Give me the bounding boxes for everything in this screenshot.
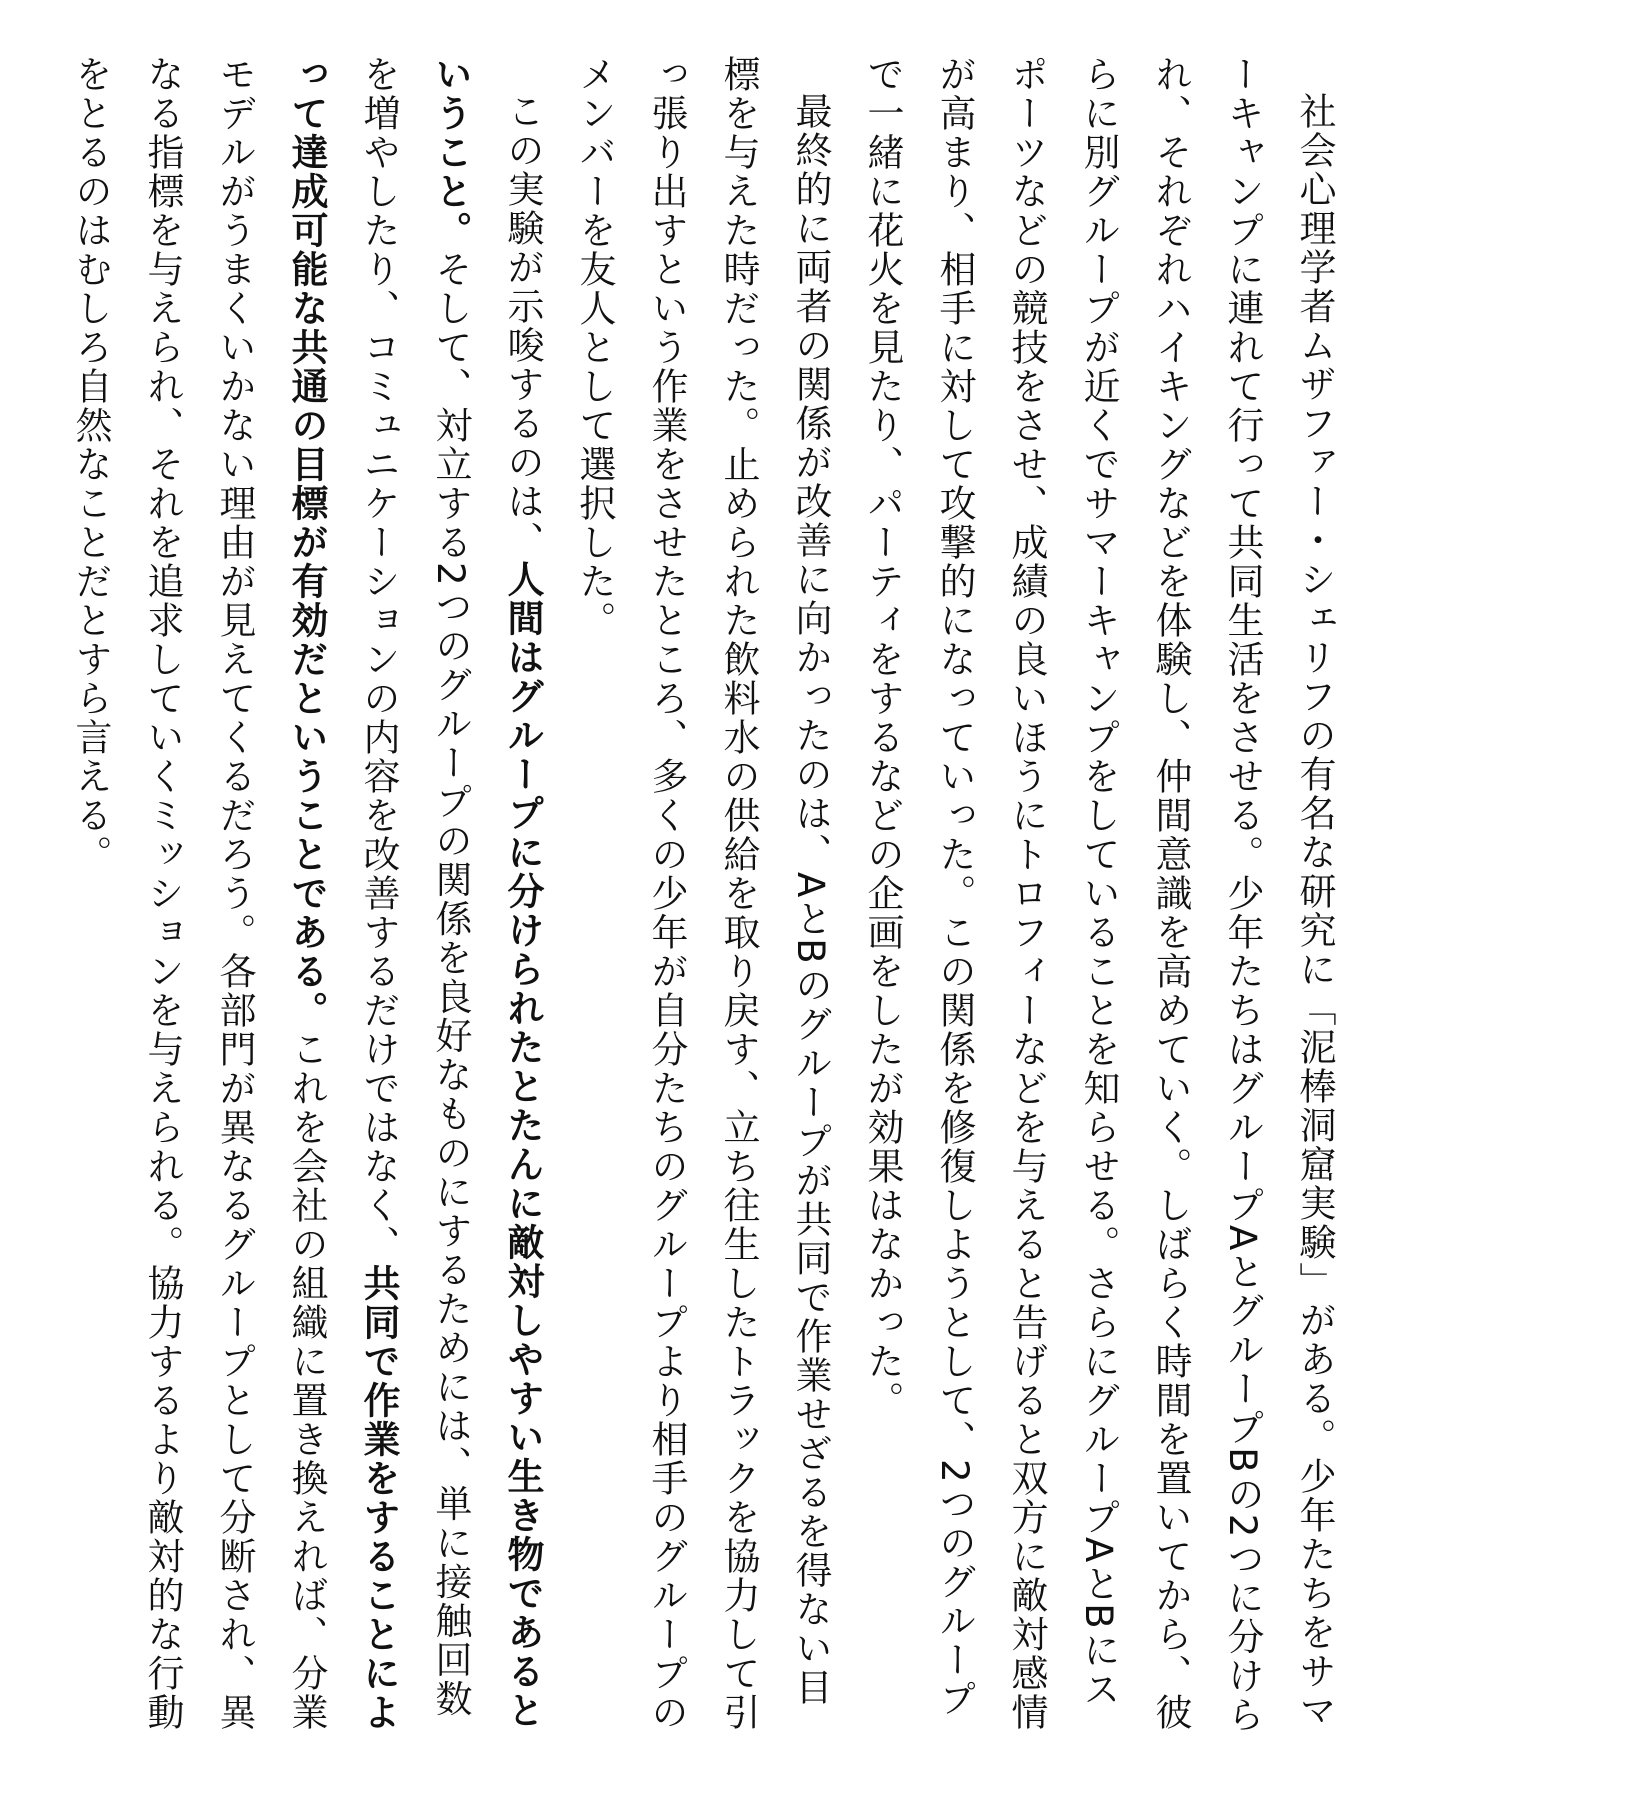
paragraph-1 xyxy=(846,55,1350,1735)
paragraph-3-emphasis-1: 人間はグループに分けられたとたんに敵対しやすい生き物であるということ。 xyxy=(429,55,544,1730)
paragraph-3-emphasis-2: 共同で作業をすることによって達成可能な共通の目標が有効だということである。 xyxy=(285,55,400,1732)
paragraph-3-text-2: そして、対立する2つのグループの関係を良好なものにするためには、単に接触回数を増やしたり、コミュニケーションの内容を改善するだけではなく、 xyxy=(357,55,472,1719)
paragraph-2-text: 最終的に両者の関係が改善に向かったのは、AとBのグループが共同で作業せざるを得ない目標を与えた時だった。止められた飲料水の供給を取り戻す、立ち往生したトラックを協力して引っ張り出すという作業をさせたところ、多くの少年が自分たちのグループより相手のグループのメンバーを友人として選択した。 xyxy=(573,55,832,1732)
paragraph-3 xyxy=(54,55,558,1735)
paragraph-1-text: 社会心理学者ムザファー・シェリフの有名な研究に「泥棒洞窟実験」がある。少年たちをサマーキャンプに連れて行って共同生活をさせる。少年たちはグループAとグループBの2つに分けられ、それぞれハイキングなどを体験し、仲間意識を高めていく。しばらく時間を置いてから、彼らに別グループが近くでサマーキャンプをしていることを知らせる。さらにグループAとBにスポーツなどの競技をさせ、成績の良いほうにトロフィーなどを与えると告げると双方に敵対感情が高まり、相手に対して攻撃的になっていった。この関係を修復しようとして、2つのグループで一緒に花火を見たり、パーティをするなどの企画をしたが効果はなかった。 xyxy=(861,55,1336,1735)
paragraph-3-text-3: これを会社の組織に置き換えれば、分業モデルがうまくいかない理由が見えてくるだろう。各部門が異なるグループとして分断され、異なる指標を与えられ、それを追求していくミッションを与えられる。協力するより敵対的な行動をとるのはむしろ自然なことだとすら言える。 xyxy=(69,55,328,1732)
article-body xyxy=(54,55,1350,1735)
paragraph-2 xyxy=(558,55,846,1735)
paragraph-3-text-1: この実験が示唆するのは、 xyxy=(501,92,544,560)
